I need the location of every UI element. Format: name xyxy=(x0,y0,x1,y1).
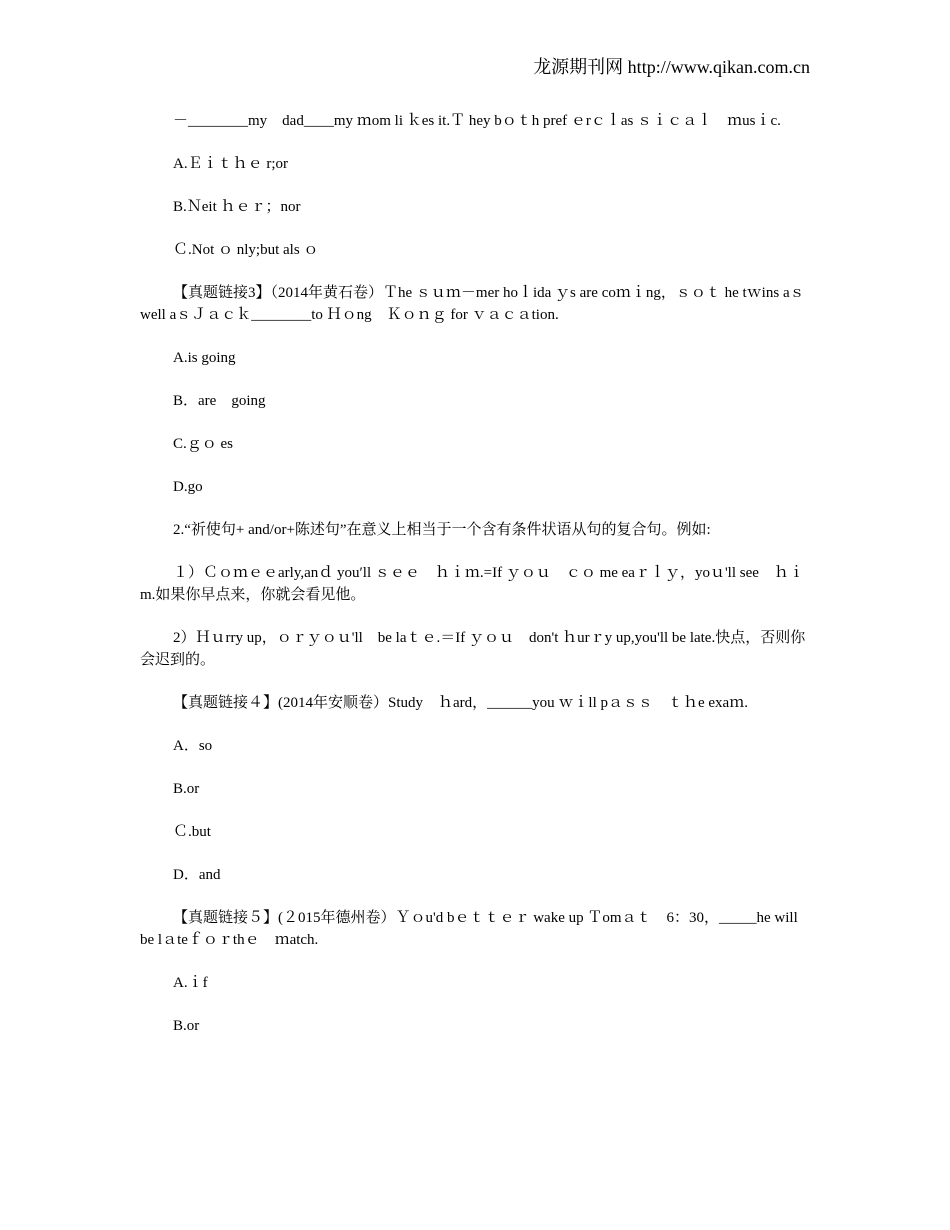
example-2: 2）Ｈｕrry up，ｏｒｙｏｕ'll be laｔｅ.＝If ｙｏｕ don't ｈurｒy up,you'll be late.快点，否则你会迟到的。 xyxy=(140,630,806,668)
option-d: D.go xyxy=(173,479,203,495)
question-1-stem: －________my dad____my ｍom li ｋes it.Ｔ hey bｏｔh pref ｅrｃｌas ｓｉｃａｌ ｍusｉc. xyxy=(173,113,781,129)
option-b: B.or xyxy=(173,781,200,797)
option-b: B．are going xyxy=(173,393,266,409)
option-c: Ｃ.Not ｏ nly;but als ｏ xyxy=(173,242,319,258)
option-a: A.is going xyxy=(173,350,236,366)
option-d: D．and xyxy=(173,867,221,883)
option-a: A.ｉf xyxy=(173,975,208,991)
journal-header: 龙源期刊网 http://www.qikan.com.cn xyxy=(533,57,810,77)
example-1: １）Ｃｏｍｅｅarly,anｄ you′ll ｓｅｅ ｈｉｍ.=If ｙｏｕ ｃｏ me eaｒｌｙ，yoｕ'll see ｈｉm.如果你早点来，你就会看见他。 xyxy=(140,565,804,603)
option-c: Ｃ.but xyxy=(173,824,211,840)
document-body xyxy=(140,110,813,1058)
option-a: A.Ｅｉｔｈｅ r;or xyxy=(173,156,288,172)
option-b: B.or xyxy=(173,1018,200,1034)
option-a: A．so xyxy=(173,738,213,754)
exam-link-4-stem: 【真题链接４】(2014年安顺卷）Study ｈard，______you ｗｉll pａｓｓ ｔｈe exaｍ. xyxy=(173,695,748,711)
grammar-rule-heading: 2.“祈使句+ and/or+陈述句”在意义上相当于一个含有条件状语从句的复合句。例如: xyxy=(173,522,711,538)
option-c: C.ｇｏ es xyxy=(173,436,234,452)
option-b: B.Ｎeit ｈｅｒ；nor xyxy=(173,199,301,215)
exam-link-5-stem: 【真题链接５】(２015年德州卷）Ｙｏu'd bｅｔｔｅｒ wake up Ｔomａｔ 6：30，_____he will be lａteｆｏｒthｅ ｍatch. xyxy=(140,910,813,948)
exam-link-3-stem: 【真题链接3】（2014年黄石卷）Ｔhe ｓｕｍ－mer hoｌida ｙs are coｍｉng，ｓｏｔ he tｗins aｓ well aｓＪａｃｋ________to Ｈｏng Ｋｏｎｇ for ｖａｃａtion. xyxy=(140,285,805,323)
